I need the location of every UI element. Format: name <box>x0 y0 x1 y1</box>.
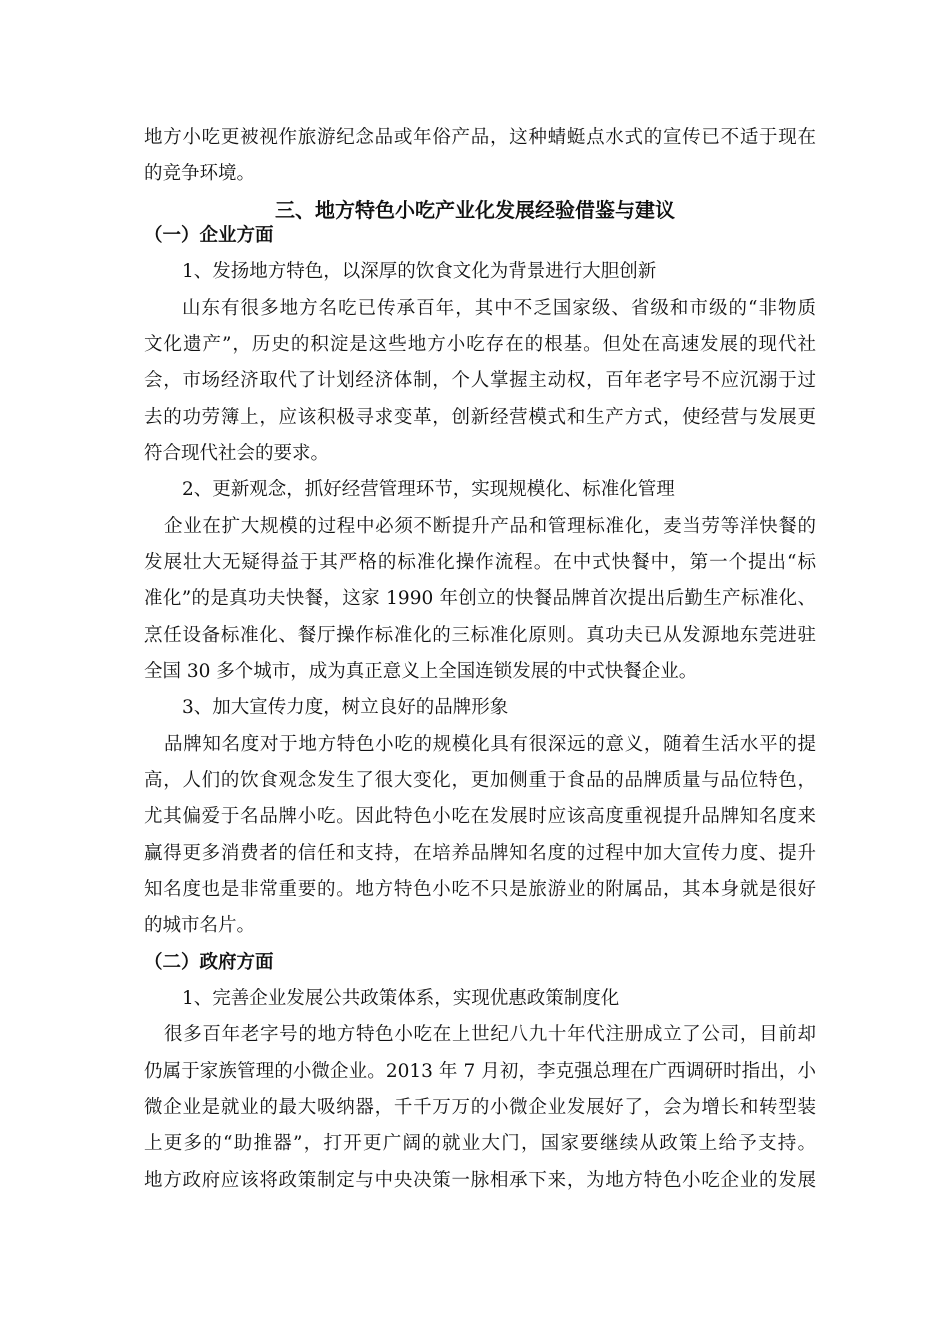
intro-line-2: 的竞争环境。 <box>144 163 256 184</box>
part1-item1-line: 文化遗产”，历史的积淀是这些地方小吃存在的根基。但处在高速发展的现代社 <box>144 334 816 355</box>
part1-item1-line: 山东有很多地方名吃已传承百年，其中不乏国家级、省级和市级的“非物质 <box>182 298 816 319</box>
part1-item2-line: 烹任设备标准化、餐厅操作标准化的三标准化原则。真功夫已从发源地东莞进驻 <box>144 625 816 646</box>
part1-item2-line: 企业在扩大规模的过程中必须不断提升产品和管理标准化，麦当劳等洋快餐的 <box>164 516 816 537</box>
part1-item3-line: 知名度也是非常重要的。地方特色小吃不只是旅游业的附属品，其本身就是很好 <box>144 879 816 900</box>
part1-item3-line: 赢得更多消费者的信任和支持，在培养品牌知名度的过程中加大宣传力度、提升 <box>144 843 816 864</box>
part1-item2-line: 发展壮大无疑得益于其严格的标准化操作流程。在中式快餐中，第一个提出“标 <box>144 552 816 573</box>
part1-item3-line: 品牌知名度对于地方特色小吃的规模化具有很深远的意义，随着生活水平的提 <box>164 734 816 755</box>
intro-line-1: 地方小吃更被视作旅游纪念品或年俗产品，这种蜻蜓点水式的宣传已不适于现在 <box>144 127 816 148</box>
part2-item1-line: 地方政府应该将政策制定与中央决策一脉相承下来，为地方特色小吃企业的发展 <box>144 1170 816 1191</box>
part1-item2-line: 准化”的是真功夫快餐，这家 1990 年创立的快餐品牌首次提出后勤生产标准化、 <box>144 588 816 609</box>
part1-item1-line: 会，市场经济取代了计划经济体制，个人掌握主动权，百年老字号不应沉溺于过 <box>144 370 816 391</box>
part1-item3-line: 高，人们的饮食观念发生了很大变化，更加侧重于食品的品牌质量与品位特色， <box>144 770 816 791</box>
part1-item2-line: 全国 30 多个城市，成为真正意义上全国连锁发展的中式快餐企业。 <box>144 661 698 682</box>
part1-item3-line: 尤其偏爱于名品牌小吃。因此特色小吃在发展时应该高度重视提升品牌知名度来 <box>144 806 816 827</box>
part2-item1-line: 很多百年老字号的地方特色小吃在上世纪八九十年代注册成立了公司，目前却 <box>164 1024 816 1045</box>
part2-item1-title: 1、完善企业发展公共政策体系，实现优惠政策制度化 <box>182 988 620 1009</box>
part1-item1-line: 符合现代社会的要求。 <box>144 443 330 464</box>
part1-item1-line: 去的功劳簿上，应该积极寻求变革，创新经营模式和生产方式，使经营与发展更 <box>144 407 816 428</box>
part1-item3-title: 3、加大宣传力度，树立良好的品牌形象 <box>182 697 509 718</box>
section-title: 三、地方特色小吃产业化发展经验借鉴与建议 <box>275 198 675 222</box>
part2-item1-line: 仍属于家族管理的小微企业。2013 年 7 月初，李克强总理在广西调研时指出，小 <box>144 1061 816 1082</box>
part1-item2-title: 2、更新观念，抓好经营管理环节，实现规模化、标准化管理 <box>182 479 675 500</box>
part1-item3-line: 的城市名片。 <box>144 915 256 936</box>
part2-item1-line: 微企业是就业的最大吸纳器，千千万万的小微企业发展好了，会为增长和转型装 <box>144 1097 816 1118</box>
part2-heading: （二）政府方面 <box>144 952 274 973</box>
part1-heading: （一）企业方面 <box>144 225 274 246</box>
part2-item1-line: 上更多的“助推器”，打开更广阔的就业大门，国家要继续从政策上给予支持。 <box>144 1133 816 1154</box>
part1-item1-title: 1、发扬地方特色，以深厚的饮食文化为背景进行大胆创新 <box>182 261 657 282</box>
